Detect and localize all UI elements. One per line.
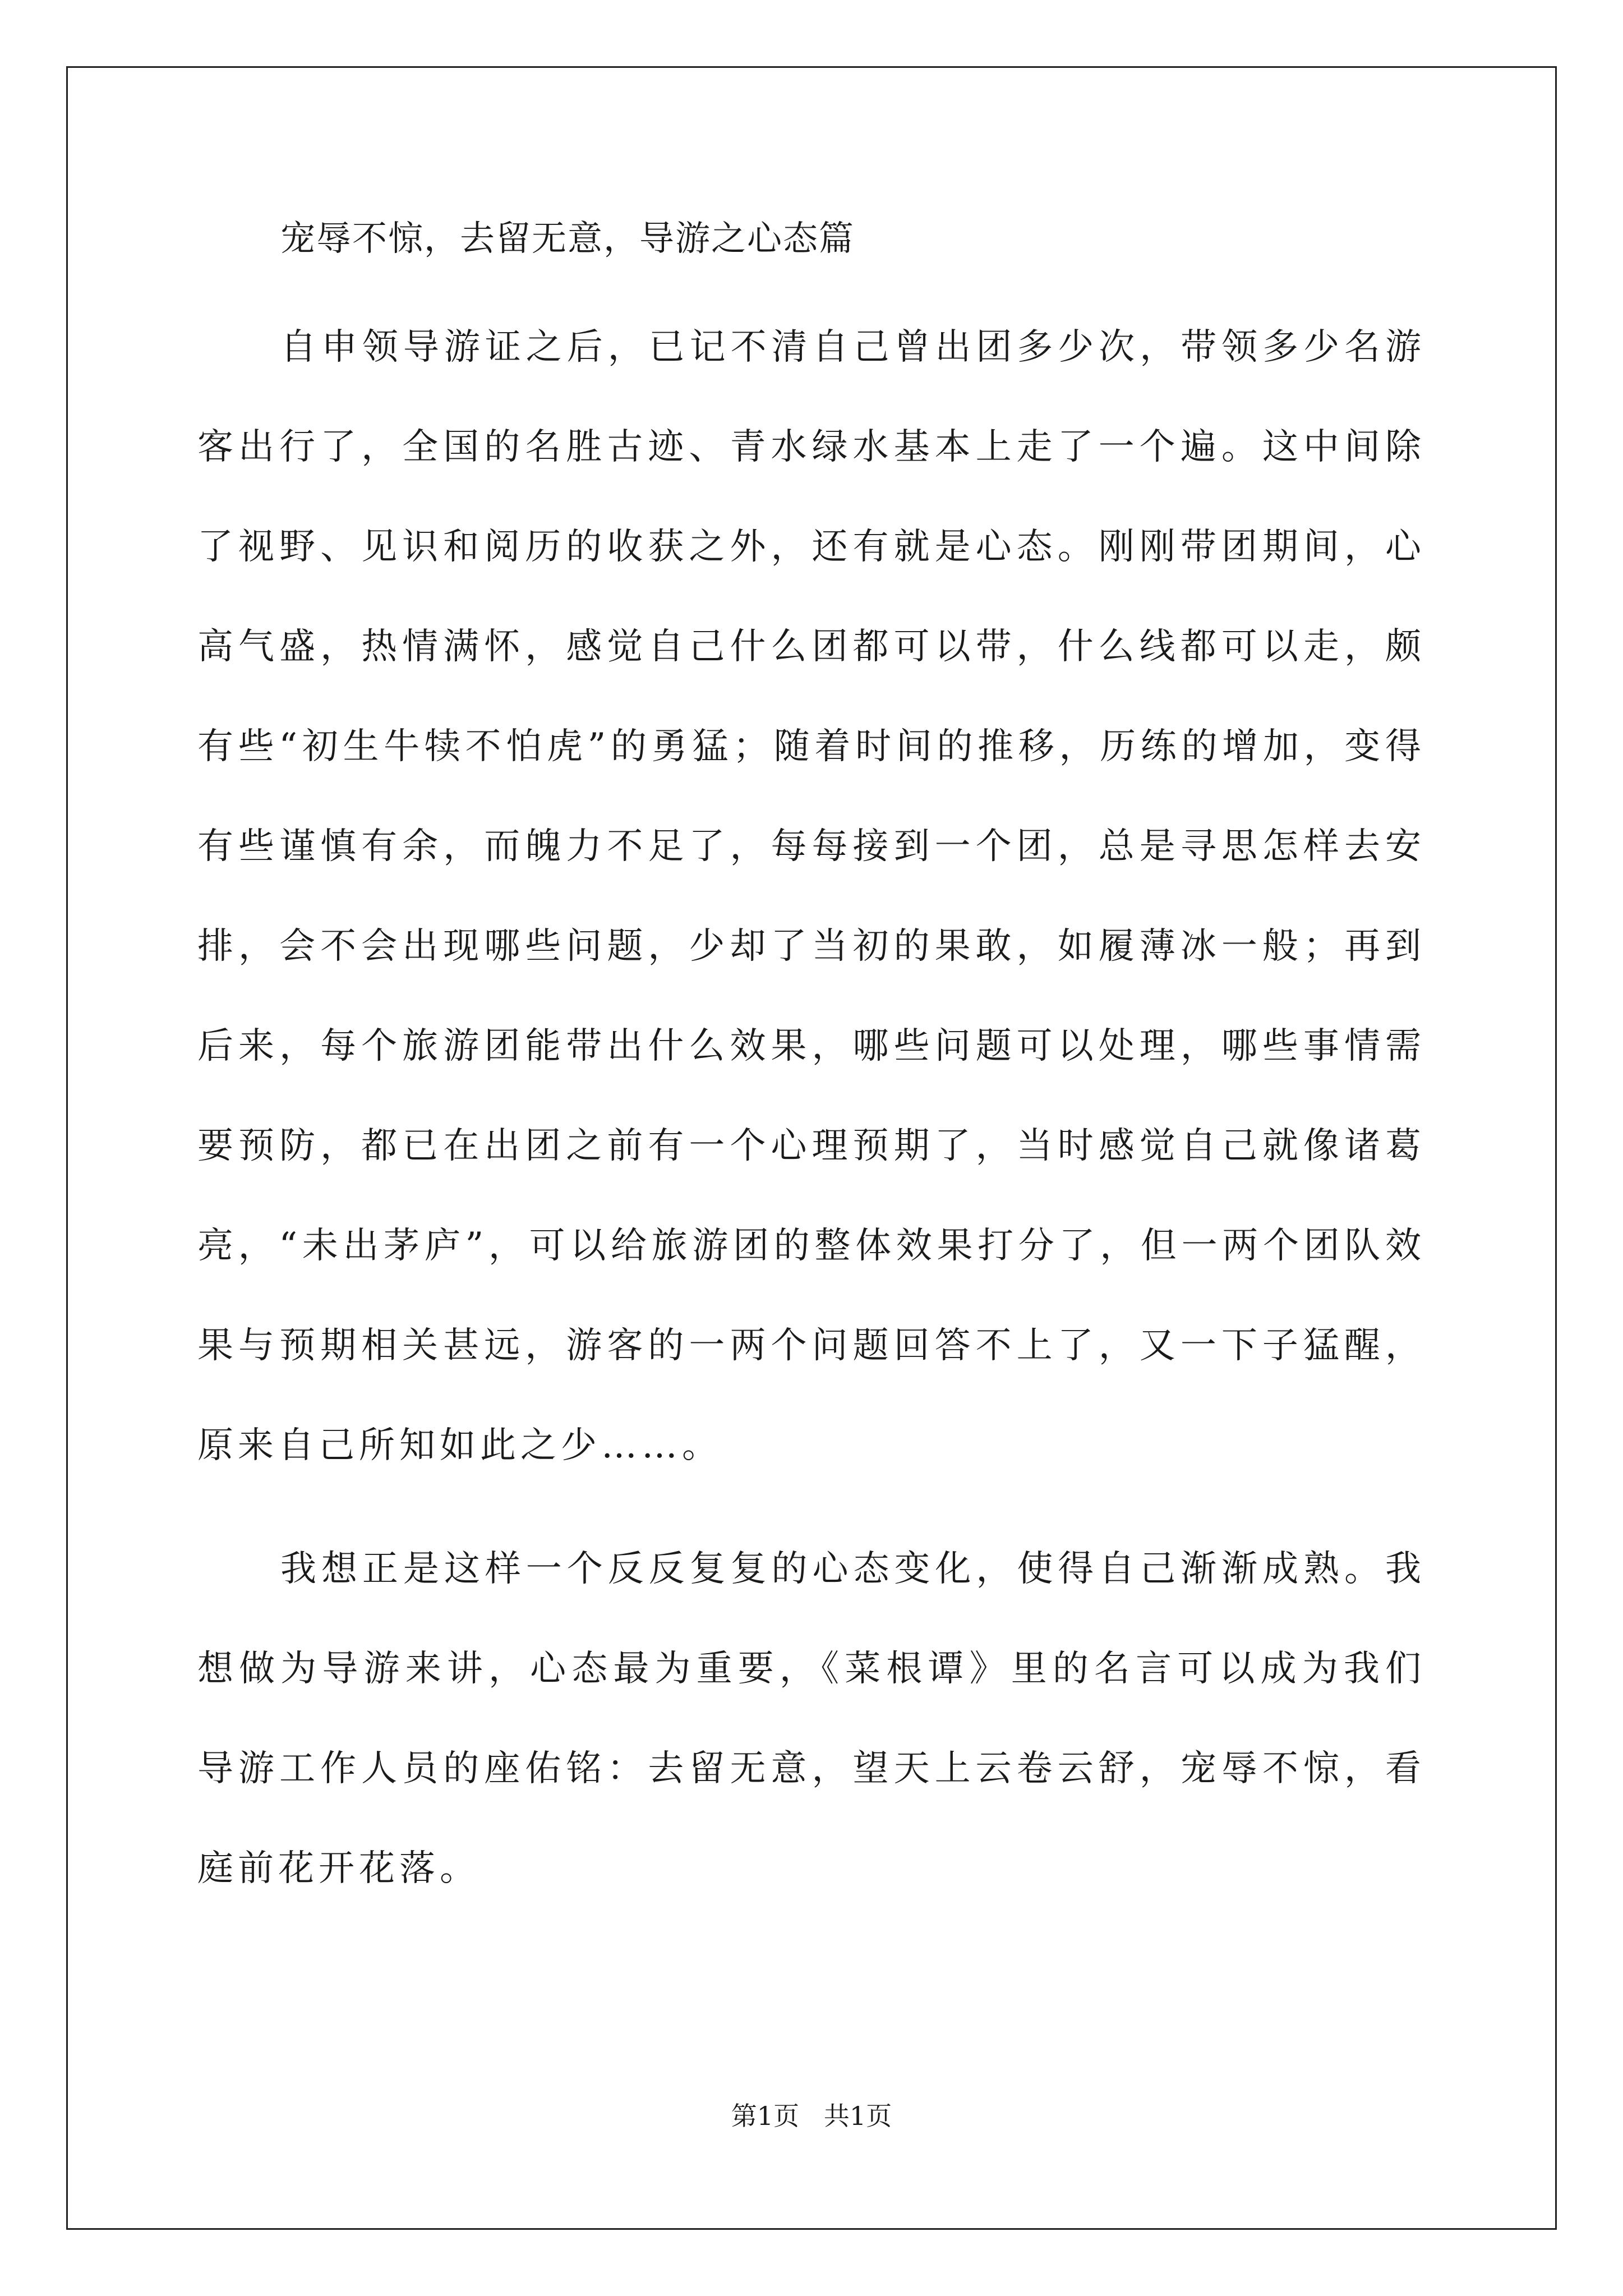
document-body bbox=[197, 213, 1426, 1918]
page-footer: 第1页 共1页 bbox=[731, 2101, 892, 2131]
paragraph-1: 自申领导游证之后，已记不清自己曾出团多少次，带领多少名游客出行了，全国的名胜古迹、青水绿水基本上走了一个遍。这中间除了视野、见识和阅历的收获之外，还有就是心态。刚刚带团期间，心高气盛，热情满怀，感觉自己什么团都可以带，什么线都可以走，颇有些“初生牛犊不怕虎”的勇猛；随着时间的推移，历练的增加，变得有些谨慎有余，而魄力不足了，每每接到一个团，总是寻思怎样去安排，会不会出现哪些问题，少却了当初的果敢，如履薄冰一般；再到后来，每个旅游团能带出什么效果，哪些问题可以处理，哪些事情需要预防，都已在出团之前有一个心理预期了，当时感觉自己就像诸葛亮，“未出茅庐”，可以给旅游团的整体效果打分了，但一两个团队效果与预期相关甚远，游客的一两个问题回答不上了，又一下子猛醒，原来自己所知如此之少……。 bbox=[197, 326, 1426, 1466]
document-title: 宠辱不惊，去留无意，导游之心态篇 bbox=[280, 218, 855, 259]
paragraph-2: 我想正是这样一个反反复复的心态变化，使得自己渐渐成熟。我想做为导游来讲，心态最为重要，《菜根谭》里的名言可以成为我们导游工作人员的座佑铭：去留无意，望天上云卷云舒，宠辱不惊，看庭前花开花落。 bbox=[197, 1548, 1426, 1889]
